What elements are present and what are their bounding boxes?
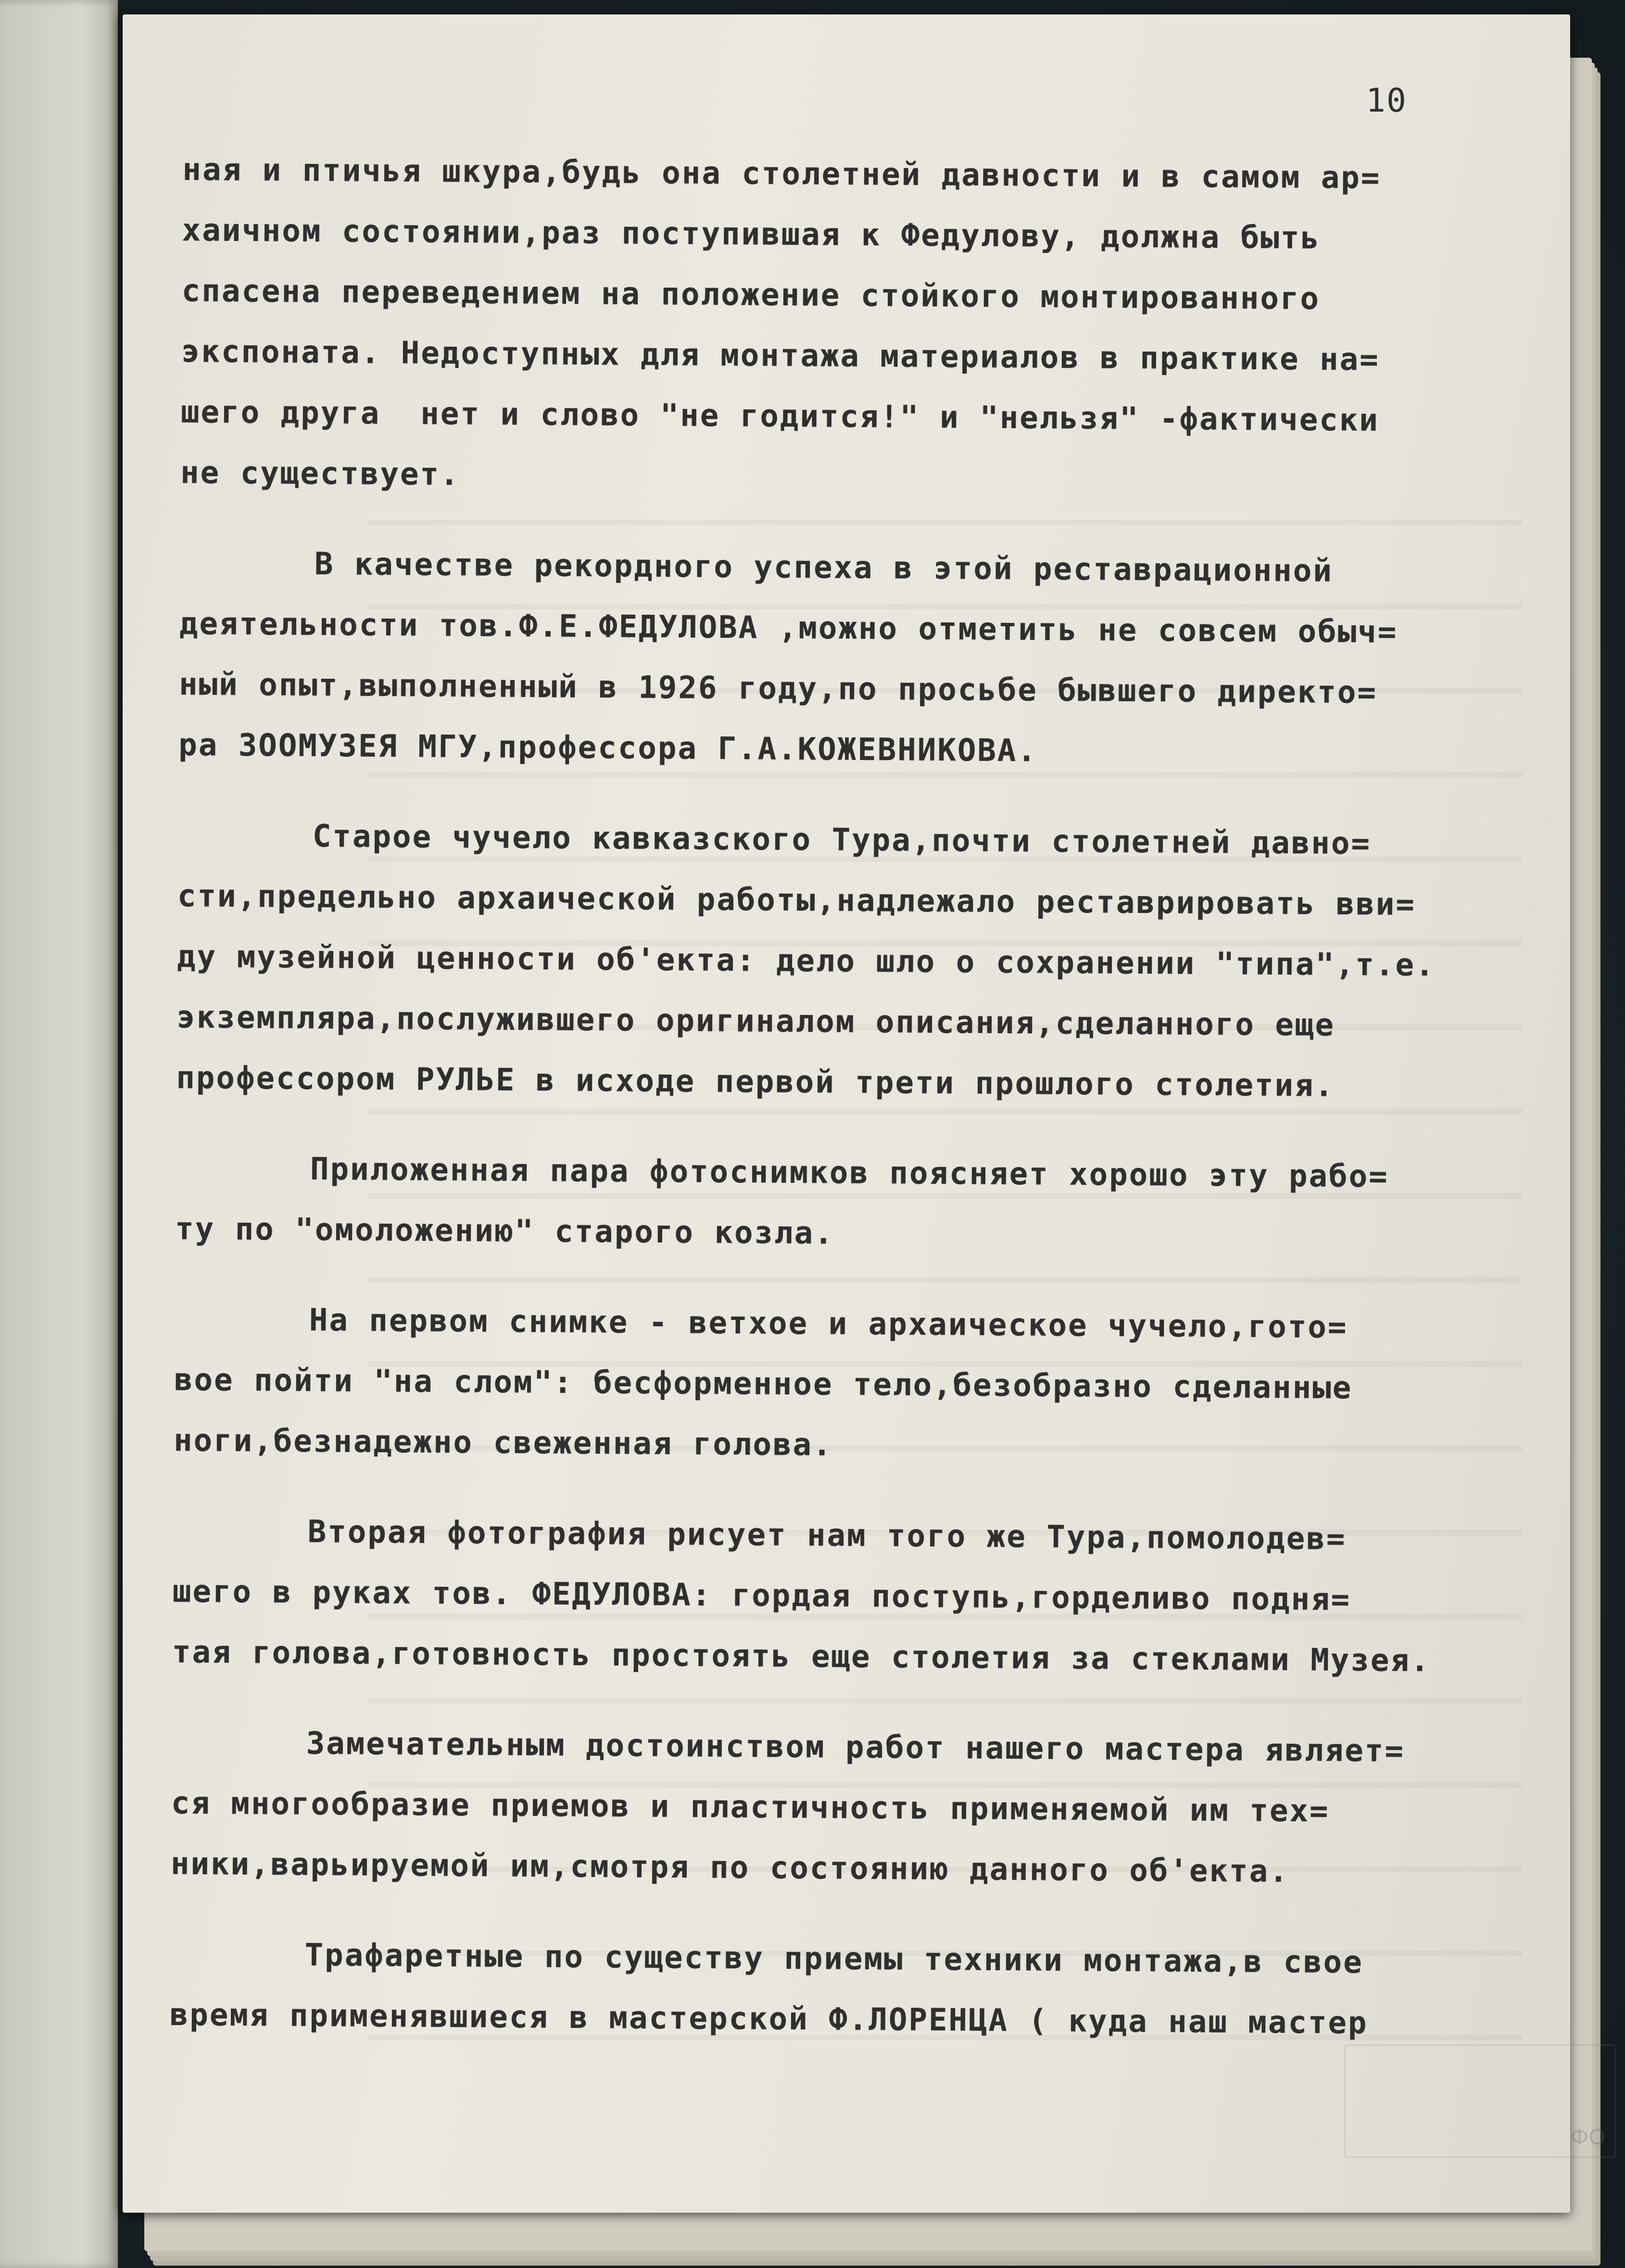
text-line: ная и птичья шкура,будь она столетней давности и в самом ар= bbox=[182, 152, 1381, 196]
text-line: ся многообразие приемов и пластичность применяемой им тех= bbox=[171, 1785, 1330, 1829]
paragraph bbox=[176, 805, 1505, 1117]
paragraph bbox=[172, 1501, 1501, 1692]
text-line: ноги,безнадежно свеженная голова. bbox=[173, 1422, 833, 1463]
text-line: экземпляра,послужившего оригиналом описания,сделанного еще bbox=[176, 999, 1335, 1043]
paragraph bbox=[178, 533, 1507, 785]
text-line: время применявшиеся в мастерской Ф.ЛОРЕНЦА ( куда наш мастер bbox=[169, 1997, 1368, 2041]
text-line: спасена переведением на положение стойкого монтированного bbox=[181, 273, 1321, 317]
text-line: На первом снимке - ветхое и архаическое чучело,гото= bbox=[309, 1302, 1348, 1345]
paragraph bbox=[171, 1712, 1499, 1903]
paragraph bbox=[180, 139, 1510, 512]
text-line: Трафаретные по существу приемы техники монтажа,в свое bbox=[304, 1937, 1364, 1981]
text-line: Старое чучело кавказского Тура,почти столетней давно= bbox=[312, 818, 1372, 862]
text-line: сти,предельно архаической работы,надлежало реставрировать вви= bbox=[177, 878, 1416, 923]
text-line: Вторая фотография рисует нам того же Тура,помолодев= bbox=[307, 1514, 1347, 1557]
text-line: тая голова,готовность простоять еще столетия за стеклами Музея. bbox=[172, 1634, 1431, 1679]
typewritten-text bbox=[169, 139, 1510, 2054]
page-number: 10 bbox=[1366, 82, 1407, 120]
text-line: деятельности тов.Ф.Е.ФЕДУЛОВА ,можно отметить не совсем обыч= bbox=[179, 606, 1398, 650]
paragraph bbox=[174, 1289, 1502, 1480]
archive-stamp-code: ФО bbox=[1570, 2125, 1605, 2150]
text-line: ту по "омоложению" старого козла. bbox=[175, 1211, 834, 1252]
paragraph bbox=[175, 1138, 1503, 1268]
text-line: Замечательным достоинством работ нашего мастера являет= bbox=[306, 1725, 1405, 1769]
left-page-edge bbox=[0, 0, 118, 2268]
text-line: хаичном состоянии,раз поступившая к Федулову, должна быть bbox=[182, 212, 1321, 256]
archive-stamp bbox=[1344, 2044, 1616, 2158]
text-line: вое пойти "на слом": бесформенное тело,безобразно сделанные bbox=[174, 1362, 1353, 1406]
paragraph bbox=[169, 1924, 1498, 2054]
text-line: ду музейной ценности об'екта: дело шло о сохранении "типа",т.е. bbox=[176, 938, 1436, 984]
text-line: шего в руках тов. ФЕДУЛОВА: гордая поступь,горделиво подня= bbox=[172, 1573, 1351, 1618]
text-line: не существует. bbox=[180, 455, 460, 493]
text-line: экспоната. Недоступных для монтажа материалов в практике на= bbox=[181, 333, 1380, 378]
text-line: профессором РУЛЬЕ в исходе первой трети прошлого столетия. bbox=[176, 1060, 1335, 1104]
text-line: ра ЗООМУЗЕЯ МГУ,профессора Г.А.КОЖЕВНИКОВА. bbox=[178, 727, 1038, 769]
text-line: В качестве рекордного успеха в этой реставрационной bbox=[314, 546, 1334, 589]
text-line: Приложенная пара фотоснимков поясняет хорошо эту рабо= bbox=[310, 1151, 1389, 1195]
text-line: ный опыт,выполненный в 1926 году,по просьбе бывшего директо= bbox=[178, 666, 1378, 711]
text-line: ники,варьируемой им,смотря по состоянию данного об'екта. bbox=[170, 1846, 1289, 1890]
text-line: шего друга нет и слово "не годится!" и "нельзя" -фактически bbox=[180, 394, 1380, 439]
